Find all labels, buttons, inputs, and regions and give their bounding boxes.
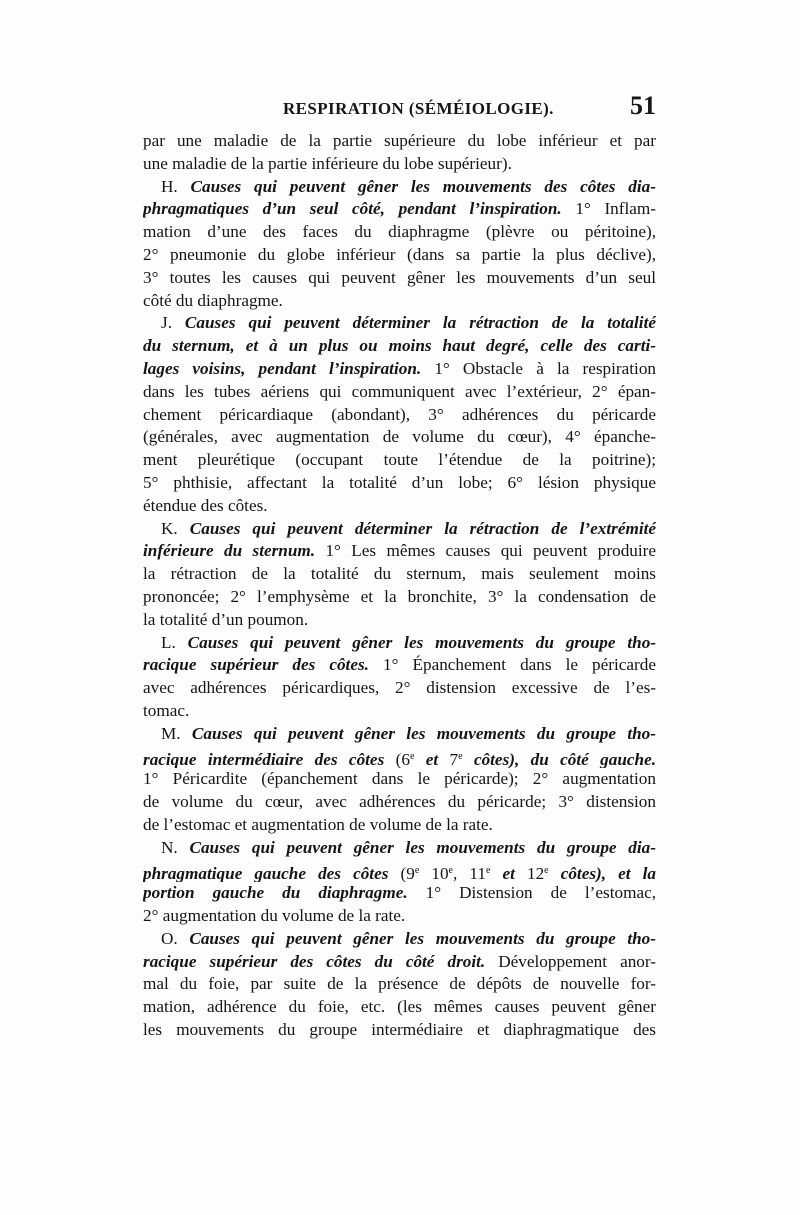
italic-segment: Causes qui peuvent déterminer la rétraction de l’extrémité xyxy=(189,518,656,538)
text-line xyxy=(143,791,656,814)
text-segment: 5° phthisie, affectant la totalité d’un lobe; 6° lésion physique xyxy=(143,472,656,492)
text-segment: mal du foie, par suite de la présence de dépôts de nouvelle for- xyxy=(143,974,656,994)
text-line xyxy=(143,632,656,655)
italic-segment: phragmatiques d’un seul côté, pendant l’inspiration. xyxy=(143,199,562,219)
text-line xyxy=(143,495,656,518)
superscript: e xyxy=(458,750,463,762)
text-segment: (6 xyxy=(384,749,410,769)
text-line xyxy=(143,335,656,358)
text-line xyxy=(143,860,656,883)
text-segment: 1° Inflam- xyxy=(561,199,656,219)
text-line xyxy=(143,449,656,472)
text-segment: 7 xyxy=(449,749,459,769)
text-segment: avec adhérences péricardiques, 2° distension excessive de l’es- xyxy=(143,678,656,698)
superscript: e xyxy=(414,864,420,876)
text-segment: une maladie de la partie inférieure du lobe supérieur). xyxy=(143,153,512,173)
text-line xyxy=(143,426,656,449)
text-segment: tomac. xyxy=(143,700,190,720)
text-line xyxy=(143,267,656,290)
text-line xyxy=(143,723,656,746)
text-line xyxy=(143,221,656,244)
text-line xyxy=(143,609,656,632)
superscript: e xyxy=(409,750,415,762)
text-segment: , 11 xyxy=(453,863,486,883)
italic-segment: côtes), et la xyxy=(548,863,656,883)
text-segment: 1° Péricardite (épanchement dans le péricarde); 2° augmentation xyxy=(143,769,656,789)
text-line xyxy=(143,518,656,541)
italic-segment: Causes qui peuvent gêner les mouvements du groupe dia- xyxy=(189,837,656,857)
italic-segment: Causes qui peuvent déterminer la rétraction de la totalité xyxy=(184,313,656,333)
text-line xyxy=(143,973,656,996)
text-line xyxy=(143,1019,656,1042)
text-segment: 1° Distension de l’estomac, xyxy=(407,883,656,903)
italic-segment: phragmatique gauche des côtes xyxy=(143,863,389,883)
italic-segment: côtes), du côté gauche. xyxy=(462,749,656,769)
text-line xyxy=(143,586,656,609)
text-segment: 10 xyxy=(419,863,449,883)
text-line xyxy=(143,404,656,427)
text-segment: mation d’une des faces du diaphragme (plèvre ou péritoine), xyxy=(143,222,656,242)
text-line xyxy=(143,153,656,176)
page-number: 51 xyxy=(630,91,656,120)
text-line xyxy=(143,768,656,791)
text-segment: 2° augmentation du volume de la rate. xyxy=(143,906,406,926)
italic-segment: lages voisins, pendant l’inspiration. xyxy=(143,358,422,378)
text-segment: J. xyxy=(161,313,185,333)
text-line xyxy=(143,198,656,221)
text-line xyxy=(143,905,656,928)
italic-segment: racique intermédiaire des côtes xyxy=(143,749,385,769)
text-line xyxy=(143,882,656,905)
text-line xyxy=(143,244,656,267)
superscript: e xyxy=(544,864,549,876)
italic-segment: Causes qui peuvent gêner les mouvements du groupe tho- xyxy=(191,723,656,743)
text-segment: prononcée; 2° l’emphysème et la bronchite, 3° la condensation de xyxy=(143,586,656,606)
body-text xyxy=(143,130,656,1042)
text-segment: M. xyxy=(161,723,192,743)
text-line xyxy=(143,700,656,723)
text-line xyxy=(143,563,656,586)
text-segment: étendue des côtes. xyxy=(143,495,268,515)
text-segment: O. xyxy=(161,928,190,948)
text-segment: L. xyxy=(161,632,188,652)
text-segment: Développement anor- xyxy=(485,951,656,971)
running-head xyxy=(143,91,656,127)
text-segment: par une maladie de la partie supérieure du lobe inférieur et par xyxy=(143,131,656,150)
text-segment: les mouvements du groupe intermédiaire et diaphragmatique des xyxy=(143,1020,656,1040)
text-line xyxy=(143,814,656,837)
text-line xyxy=(143,176,656,199)
italic-segment: racique supérieur des côtes du côté droit. xyxy=(143,951,486,971)
text-line xyxy=(143,290,656,313)
text-segment: 2° pneumonie du globe inférieur (dans sa partie la plus déclive), xyxy=(143,244,656,264)
text-segment: N. xyxy=(161,837,190,857)
text-line xyxy=(143,928,656,951)
italic-segment: inférieure du sternum. xyxy=(143,541,316,561)
superscript: e xyxy=(448,864,453,876)
text-line xyxy=(143,996,656,1019)
text-segment: K. xyxy=(161,518,190,538)
italic-segment: du sternum, et à un plus ou moins haut degré, celle des carti- xyxy=(143,336,656,356)
text-segment: 3° toutes les causes qui peuvent gêner les mouvements d’un seul xyxy=(143,267,656,287)
text-segment: 1° Épanchement dans le péricarde xyxy=(368,655,656,675)
text-line xyxy=(143,951,656,974)
italic-segment: Causes qui peuvent gêner les mouvements du groupe tho- xyxy=(187,632,656,652)
running-title: RESPIRATION (SÉMÉIOLOGIE). xyxy=(283,99,554,118)
text-segment: (générales, avec augmentation de volume du cœur), 4° épanche- xyxy=(143,427,656,447)
text-line xyxy=(143,654,656,677)
text-line xyxy=(143,381,656,404)
text-segment: H. xyxy=(161,176,191,196)
italic-segment: Causes qui peuvent gêner les mouvements du groupe tho- xyxy=(189,928,656,948)
text-segment: mation, adhérence du foie, etc. (les mêmes causes peuvent gêner xyxy=(143,997,656,1017)
text-segment: la totalité d’un poumon. xyxy=(143,609,309,629)
italic-segment: portion gauche du diaphragme. xyxy=(143,883,408,903)
text-segment: chement péricardiaque (abondant), 3° adhérences du péricarde xyxy=(143,404,656,424)
italic-segment: et xyxy=(490,863,527,883)
text-line xyxy=(143,312,656,335)
text-segment: la rétraction de la totalité du sternum, mais seulement moins xyxy=(143,564,656,584)
text-line xyxy=(143,540,656,563)
text-segment: côté du diaphragme. xyxy=(143,290,283,310)
text-segment: (9 xyxy=(388,863,415,883)
text-segment: dans les tubes aériens qui communiquent avec l’extérieur, 2° épan- xyxy=(143,381,656,401)
text-segment: 12 xyxy=(526,863,545,883)
text-line xyxy=(143,130,656,153)
text-segment: de volume du cœur, avec adhérences du péricarde; 3° distension xyxy=(143,792,656,812)
italic-segment: Causes qui peuvent gêner les mouvements des côtes dia- xyxy=(190,176,656,196)
text-segment: ment pleurétique (occupant toute l’étendue de la poitrine); xyxy=(143,450,656,470)
text-line xyxy=(143,358,656,381)
superscript: e xyxy=(485,864,491,876)
italic-segment: et xyxy=(414,749,450,769)
text-segment: 1° Les mêmes causes qui peuvent produire xyxy=(315,541,656,561)
italic-segment: racique supérieur des côtes. xyxy=(143,655,369,675)
text-line xyxy=(143,677,656,700)
text-segment: de l’estomac et augmentation de volume de la rate. xyxy=(143,814,493,834)
text-segment: 1° Obstacle à la respiration xyxy=(421,358,656,378)
text-line xyxy=(143,837,656,860)
text-line xyxy=(143,746,656,769)
text-line xyxy=(143,472,656,495)
